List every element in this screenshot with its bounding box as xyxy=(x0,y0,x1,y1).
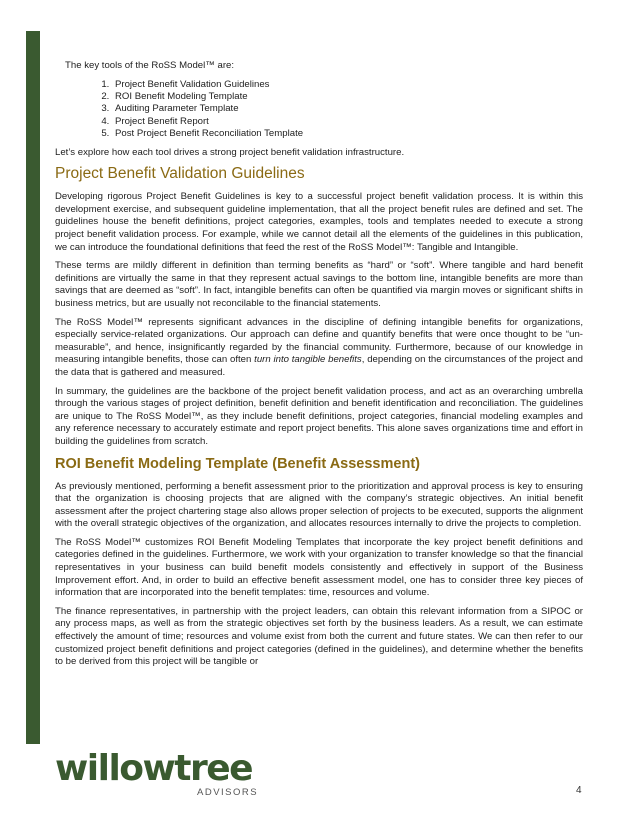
list-item: 2. ROI Benefit Modeling Template xyxy=(112,91,583,103)
company-logo xyxy=(55,748,265,801)
italic-phrase: turn into tangible benefits xyxy=(254,354,362,366)
paragraph-text: , depending on the circumstances of the project and the data that is gathered and measured. xyxy=(55,354,583,378)
section-heading: ROI Benefit Modeling Template (Benefit Assessment) xyxy=(55,455,420,472)
intro-line: The key tools of the RoSS Model™ are: xyxy=(65,60,235,71)
list-item: 3. Auditing Parameter Template xyxy=(112,103,583,115)
paragraph: In summary, the guidelines are the backbone of the project benefit validation process, and act as an overarching umbrella through the various stages of project definition, benefit definition and benefit identification and reconciliation. The guidelines are unique to The RoSS Model™, as they include benefit definitions, project categories, financial modeling examples and any reference necessary to accurately estimate and report project benefits. This alone saves organizations time and effort in building the guidelines from scratch. xyxy=(55,385,583,447)
tools-list xyxy=(55,79,583,141)
logo-subtitle: ADVISORS xyxy=(197,787,259,798)
page-body xyxy=(55,60,583,675)
section-heading: Project Benefit Validation Guidelines xyxy=(55,165,305,183)
explore-line: Let’s explore how each tool drives a strong project benefit validation infrastructure. xyxy=(55,146,405,158)
logo-wordmark: willowtree xyxy=(55,748,253,789)
page-number: 4 xyxy=(576,785,582,796)
list-item: 1. Project Benefit Validation Guidelines xyxy=(112,79,583,91)
paragraph: The finance representatives, in partnership with the project leaders, can obtain this relevant information from a SIPOC or any process maps, as well as from the strategic objectives set forth by the business leaders. As a result, we can estimate effectively the amount of time; resources and volume exist from both the current and future states. We can then refer to our customized project benefit definitions and project categories (defined in the guidelines), and determine whether the benefits to be derived from this project will be tangible or xyxy=(55,605,583,668)
paragraph xyxy=(55,317,583,380)
paragraph: As previously mentioned, performing a benefit assessment prior to the prioritization and approval process is key to ensuring that the organization is choosing projects that are aligned with the company’s strategic objectives. An initial benefit assessment after the project chartering stage also allows proper selection of projects to be executed, supports the alignment with the overall strategic objectives of the organization, and allocates resources internally to drive the projects to completion. xyxy=(55,480,583,530)
paragraph-text: The RoSS Model™ represents significant advances in the discipline of defining intangible benefits for organizations, especially service-related organizations. Our approach can define and quantify benefits that were once thought to be “un-measurable”, and hence, insignificantly regarded by the financial community. Furthermore, because of our knowledge in measuring intangible benefits, those can often xyxy=(55,316,583,366)
paragraph: The RoSS Model™ customizes ROI Benefit Modeling Templates that incorporate the key project benefit definitions and categories defined in the guidelines. Furthermore, we work with your organization to transfer knowledge so that the financial representatives in your business can build benefit models consistently and effectively in support of the Business Improvement effort. And, in order to build an effective benefit assessment model, one has to consider three key pieces of information that are incorporated into the benefit templates: time, resources and volume. xyxy=(55,536,583,599)
side-accent-bar xyxy=(26,31,40,744)
paragraph: These terms are mildly different in definition than terming benefits as “hard” or “soft”. Where tangible and hard benefit definitions are virtually the same in that they represent actual savings to the bottom line, intangible benefits are more than savings that are deemed as “soft”. In fact, intangible benefits can often be quantified via margin moves or significant shifts in business metrics, but are usually not reconcilable to the financial statements. xyxy=(55,260,583,309)
list-item: 5. Post Project Benefit Reconciliation Template xyxy=(112,128,583,140)
paragraph: Developing rigorous Project Benefit Guidelines is key to a successful project benefit validation process. It is within this development exercise, and subsequent guideline implementation, that all the project benefit rules are defined and set. The guidelines house the benefit definitions, project categories, examples, tools and templates needed to execute a strong project benefit validation process. For example, while we cannot detail all the elements of the guidelines in this publication, we can introduce the foundational definitions that feed the rest of the RoSS Model™: Tangible and Intangible. xyxy=(55,191,583,253)
list-item: 4. Project Benefit Report xyxy=(112,116,583,128)
